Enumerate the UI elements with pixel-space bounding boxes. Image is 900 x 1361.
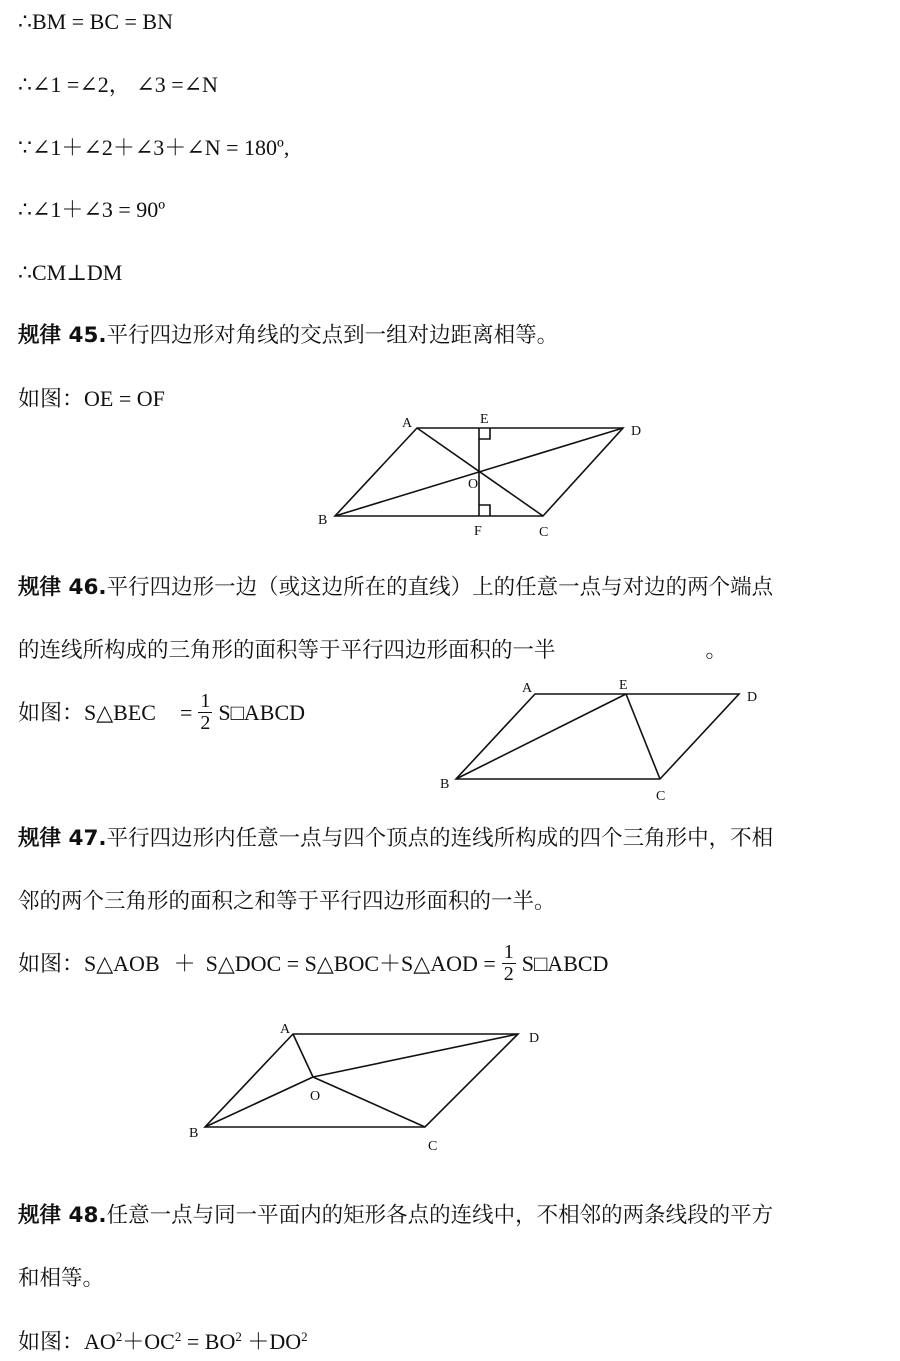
- proof-line-2: ∴∠1 =∠2， ∠3 =∠N: [18, 72, 218, 97]
- rule-46-statement-line-2: [18, 637, 727, 665]
- label-o: O: [468, 477, 479, 492]
- label-a: A: [522, 681, 533, 696]
- rule-47-example: [18, 941, 608, 988]
- parallelogram-abcd: [456, 694, 739, 779]
- rule-46-example-lead: 如图：: [18, 701, 85, 726]
- rule-45-example: [18, 385, 165, 414]
- rule-47-statement-line-1: [18, 825, 773, 853]
- term-bo: = BO: [181, 1329, 236, 1354]
- label-b: B: [189, 1126, 199, 1141]
- term-oc: ＋OC: [122, 1329, 175, 1354]
- proof-line-5: ∴CM⊥DM: [18, 260, 123, 285]
- rule-47-label: 规律 47.: [18, 826, 107, 851]
- label-a: A: [280, 1022, 291, 1037]
- rule-45-figure: [310, 405, 650, 540]
- rule-47-frac-num: 1: [503, 940, 514, 963]
- rule-48-label: 规律 48.: [18, 1203, 107, 1228]
- label-c: C: [428, 1139, 438, 1154]
- rule-45-statement: [18, 322, 558, 350]
- rule-47-text-line-2: 邻的两个三角形的面积之和等于平行四边形面积的一半。: [18, 889, 556, 914]
- rule-46-text-end: 。: [705, 638, 728, 663]
- rule-47-rest: S△DOC = S△BOC＋S△AOD =: [205, 951, 496, 976]
- rule-46-figure: [430, 670, 770, 805]
- rule-48-example: [18, 1328, 308, 1357]
- label-b: B: [318, 513, 328, 528]
- rule-47-plus: ＋: [173, 951, 196, 976]
- parallelogram-abcd: [205, 1034, 518, 1127]
- rule-45-text: 平行四边形对角线的交点到一组对边距离相等。: [106, 323, 559, 348]
- rule-48-statement-line-2: [18, 1265, 104, 1293]
- rule-46-text-line-2: 的连线所构成的三角形的面积等于平行四边形面积的一半: [18, 638, 556, 663]
- rule-46-fraction: [198, 691, 212, 734]
- label-e: E: [480, 412, 489, 427]
- segment-ao: [293, 1034, 313, 1077]
- rule-48-statement-line-1: [18, 1202, 773, 1230]
- segment-eb: [456, 694, 626, 779]
- rule-47-frac-den: 2: [503, 962, 514, 985]
- rule-46-formula-left: S△BEC: [84, 700, 156, 725]
- rule-45-label: 规律 45.: [18, 323, 107, 348]
- right-angle-mark-f: [479, 505, 490, 516]
- label-e: E: [619, 678, 628, 693]
- rule-45-formula: OE = OF: [84, 386, 165, 411]
- label-d: D: [747, 690, 758, 705]
- proof-line-3: ∵∠1＋∠2＋∠3＋∠N = 180º,: [18, 135, 290, 160]
- right-angle-mark-e: [479, 428, 490, 439]
- rule-47-fraction: [502, 942, 516, 985]
- rule-48-example-lead: 如图：: [18, 1330, 85, 1355]
- label-d: D: [529, 1031, 540, 1046]
- rule-46-equals: =: [179, 700, 193, 725]
- rule-46-label: 规律 46.: [18, 575, 107, 600]
- exponent: 2: [115, 1329, 123, 1344]
- rule-47-figure: [180, 1012, 560, 1162]
- rule-46-formula-right: S□ABCD: [218, 700, 306, 725]
- segment-co: [313, 1077, 425, 1127]
- rule-47-formula-right: S□ABCD: [521, 951, 609, 976]
- rule-47-text-line-1: 平行四边形内任意一点与四个顶点的连线所构成的四个三角形中，不相: [106, 826, 774, 851]
- label-c: C: [656, 789, 666, 804]
- label-c: C: [539, 525, 549, 540]
- label-b: B: [440, 777, 450, 792]
- rule-46-statement-line-1: [18, 574, 773, 602]
- proof-line-4: ∴∠1＋∠3 = 90º: [18, 197, 166, 222]
- exponent: 2: [235, 1329, 242, 1344]
- segment-ec: [626, 694, 660, 779]
- term-do: ＋DO: [241, 1329, 302, 1354]
- proof-line-1: ∴BM = BC = BN: [18, 9, 173, 34]
- rule-46-frac-den: 2: [200, 711, 211, 734]
- segment-bo: [205, 1077, 313, 1127]
- term-ao: AO: [84, 1329, 116, 1354]
- rule-48-formula: [84, 1329, 308, 1354]
- label-f: F: [474, 524, 482, 539]
- rule-48-text-line-2: 和相等。: [18, 1266, 105, 1291]
- label-a: A: [402, 416, 413, 431]
- rule-45-example-lead: 如图：: [18, 387, 85, 412]
- rule-47-statement-line-2: [18, 888, 556, 916]
- rule-46-frac-num: 1: [200, 689, 211, 712]
- segment-do: [313, 1034, 518, 1077]
- rule-48-text-line-1: 任意一点与同一平面内的矩形各点的连线中，不相邻的两条线段的平方: [106, 1203, 774, 1228]
- rule-46-example: [18, 690, 305, 737]
- exponent: 2: [174, 1329, 182, 1344]
- rule-47-example-lead: 如图：: [18, 952, 85, 977]
- rule-46-text-line-1: 平行四边形一边（或这边所在的直线）上的任意一点与对边的两个端点: [106, 575, 774, 600]
- rule-47-term-1: S△AOB: [84, 951, 160, 976]
- label-d: D: [631, 424, 642, 439]
- exponent: 2: [301, 1329, 308, 1344]
- label-o: O: [310, 1089, 321, 1104]
